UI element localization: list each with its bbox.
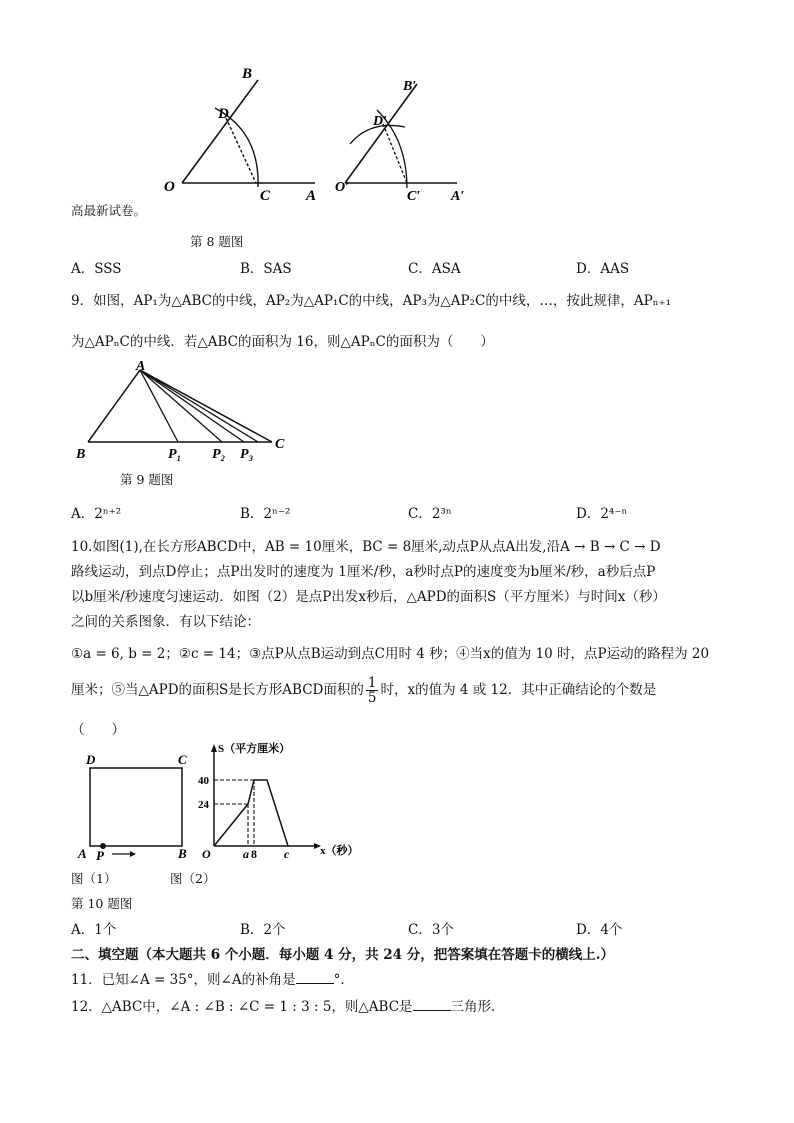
- q9-question-line1: 9．如图，AP₁为△ABC的中线，AP₂为△AP₁C的中线，AP₃为△AP₂C的中线，…，按此规律，APₙ₊₁: [71, 293, 672, 309]
- q10-question-line5: ①a = 6, b = 2；②c = 14；③点P从点B运动到点C用时 4 秒；④当x的值为 10 时，点P运动的路程为 20: [71, 646, 710, 662]
- q8-option-d: D．AAS: [576, 261, 630, 277]
- q8-option-c: C．ASA: [408, 261, 461, 277]
- q10-fig1-label-A: A: [78, 846, 87, 861]
- q9-caption: 第 9 题图: [120, 472, 174, 487]
- q9-label-P2: P₂: [212, 447, 226, 462]
- q12-answer-blank[interactable]: [413, 998, 451, 1011]
- q9-option-d: D．2⁴⁻ⁿ: [576, 506, 628, 522]
- q8-option-b: B．SAS: [240, 261, 292, 277]
- q8-option-a: A．SSS: [71, 261, 122, 277]
- q8-fig2-label-A: A′: [451, 189, 465, 204]
- q8-stray-text: 高最新试卷。: [71, 203, 147, 218]
- q10-caption: 第 10 题图: [71, 896, 133, 911]
- q9-figure: [72, 358, 297, 466]
- q10-question-line6: [71, 676, 656, 705]
- q10-option-a: A．1个: [71, 922, 117, 938]
- q10-fig2-tick-8: 8: [251, 847, 257, 861]
- q10-fraction: [366, 676, 379, 705]
- q10-fig1-caption: 图（1）: [71, 871, 117, 886]
- q10-fig1-label-P: P: [96, 848, 104, 863]
- q10-fig2-tick-a: a: [243, 847, 249, 861]
- q8-fig1-label-O: O: [164, 179, 175, 195]
- q8-fig1-label-C: C: [260, 188, 271, 204]
- q10-fraction-num: 1: [367, 675, 377, 691]
- section2-heading: 二、填空题（本大题共 6 个小题．每小题 4 分，共 24 分，把答案填在答题卡的横线上.）: [71, 947, 614, 963]
- q10-fraction-den: 5: [367, 690, 377, 706]
- q8-figure-1: [160, 62, 325, 207]
- q9-label-P3: P₃: [240, 447, 254, 462]
- q9-label-B: B: [76, 447, 86, 462]
- q10-question-line2: 路线运动，到点D停止；点P出发时的速度为 1厘米/秒，a秒时点P的速度变为b厘米/秒，a秒后点P: [71, 564, 656, 580]
- q10-question-line1: 10.如图(1),在长方形ABCD中，AB = 10厘米，BC = 8厘米,动点P从点A出发,沿A → B → C → D: [71, 539, 661, 555]
- q8-fig2-label-D: D′: [373, 114, 388, 129]
- q12-question: [71, 995, 505, 1015]
- q12-text-b: 三角形．: [450, 999, 505, 1015]
- q8-fig1-label-A: A: [306, 188, 317, 204]
- q9-option-a: A．2ⁿ⁺²: [71, 506, 122, 522]
- q9-question-line2: 为△APₙC的中线．若△ABC的面积为 16，则△APₙC的面积为（ ）: [71, 334, 494, 350]
- q10-option-b: B．2个: [240, 922, 286, 938]
- q8-fig2-label-O: O′: [335, 180, 350, 195]
- q8-fig2-label-C: C′: [407, 189, 421, 204]
- q11-text-a: 11．已知∠A = 35°，则∠A的补角是: [71, 972, 296, 988]
- q10-fig2-tick-24: 24: [198, 799, 209, 811]
- q10-option-c: C．3个: [408, 922, 454, 938]
- q10-fig1-label-C: C: [178, 752, 187, 767]
- q8-figure-2: [335, 72, 475, 207]
- q10-fig1-label-D: D: [86, 752, 96, 767]
- q10-fig2-origin: O: [202, 847, 211, 861]
- q10-figure-1: [72, 748, 197, 863]
- q10-fig2-tick-c: c: [284, 847, 290, 861]
- q10-fig2-tick-40: 40: [198, 775, 209, 787]
- q10-line6-part-a: 厘米；⑤当△APD的面积S是长方形ABCD面积的: [71, 682, 364, 698]
- q10-fig1-label-B: B: [178, 846, 187, 861]
- q10-fig2-xlabel: x（秒）: [320, 845, 359, 857]
- q8-fig1-label-D: D: [218, 106, 229, 122]
- q9-option-b: B．2ⁿ⁻²: [240, 506, 291, 522]
- q9-label-P1: P₁: [168, 447, 182, 462]
- q8-caption: 第 8 题图: [190, 234, 244, 249]
- q9-option-c: C．2³ⁿ: [408, 506, 452, 522]
- q10-fig2-ylabel: S（平方厘米）: [218, 743, 291, 755]
- q9-label-C: C: [275, 437, 285, 452]
- q10-option-d: D．4个: [576, 922, 623, 938]
- q10-fig2-caption: 图（2）: [170, 871, 216, 886]
- q9-label-A: A: [136, 359, 146, 374]
- q11-question: [71, 968, 354, 988]
- q10-figure-2: [198, 738, 368, 863]
- q11-answer-blank[interactable]: [296, 971, 334, 984]
- q8-fig1-label-B: B: [242, 66, 253, 82]
- q10-question-line4: 之间的关系图象．有以下结论：: [71, 614, 260, 630]
- q8-fig2-label-B: B′: [403, 79, 417, 94]
- q11-text-b: °．: [333, 972, 354, 988]
- q10-question-line7: （ ）: [71, 722, 125, 738]
- q12-text-a: 12．△ABC中，∠A : ∠B : ∠C = 1 : 3 : 5，则△ABC是: [71, 999, 413, 1015]
- q10-line6-part-b: 时，x的值为 4 或 12．其中正确结论的个数是: [380, 682, 657, 698]
- q10-question-line3: 以b厘米/秒速度匀速运动．如图（2）是点P出发x秒后，△APD的面积S（平方厘米）与时间x（秒）: [71, 589, 666, 605]
